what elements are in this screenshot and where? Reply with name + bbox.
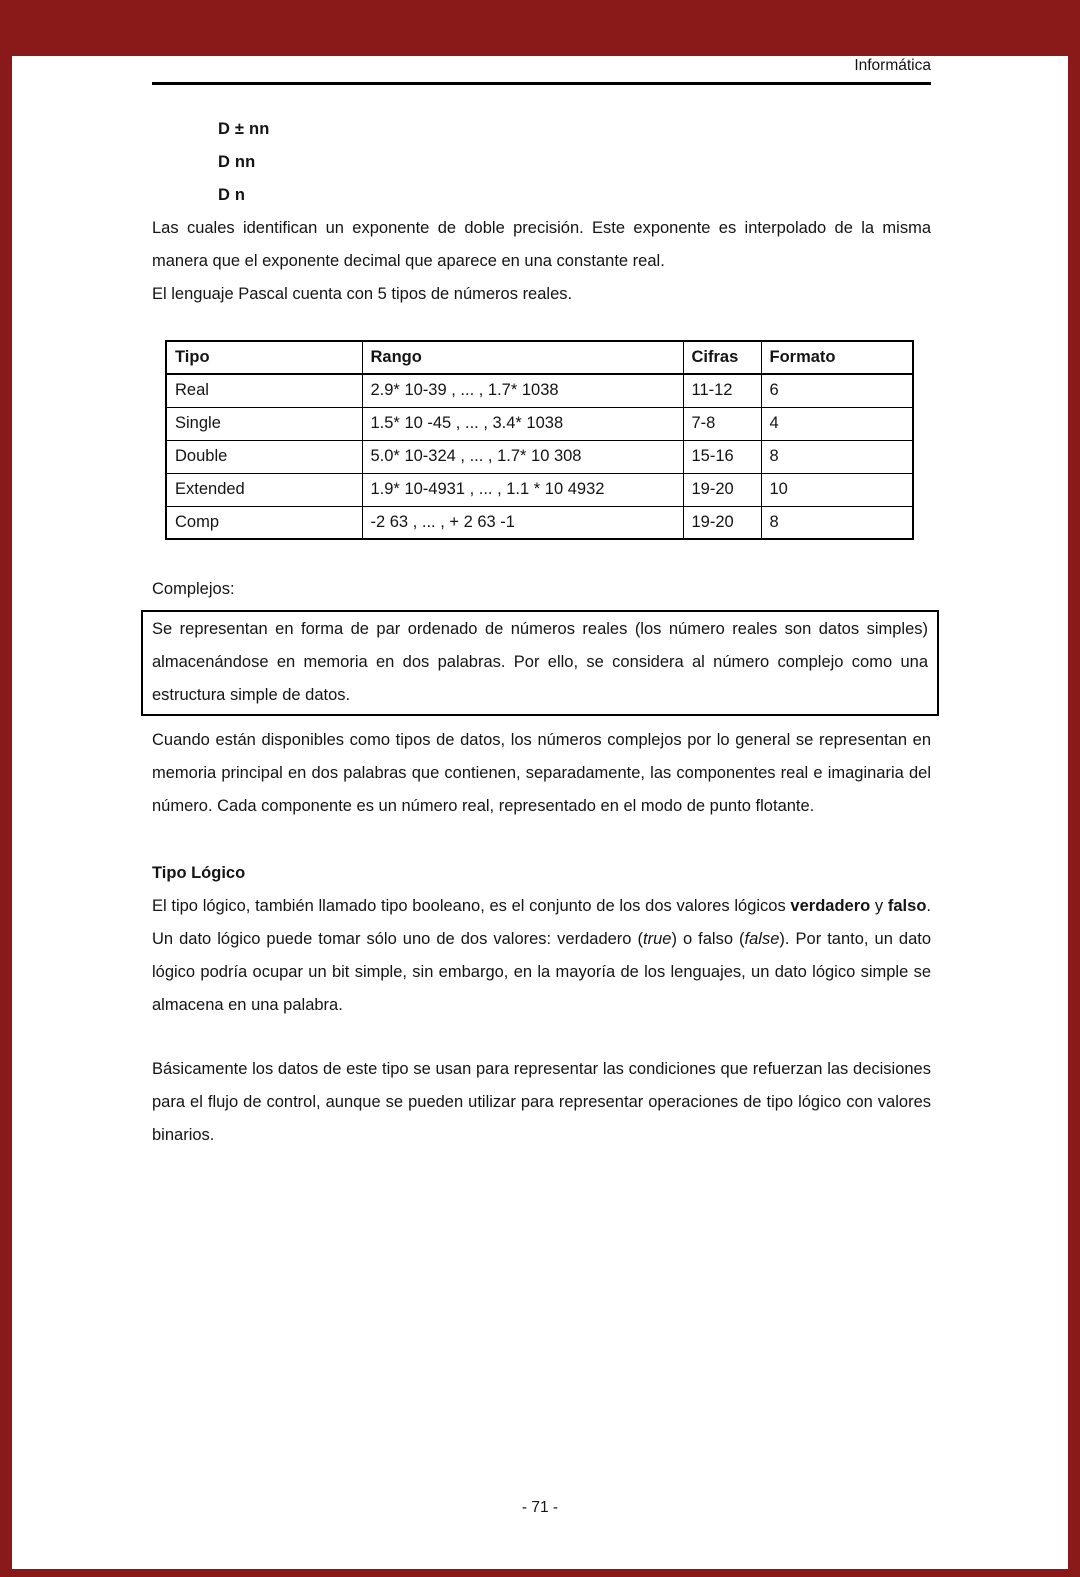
column-header: Rango bbox=[362, 341, 683, 374]
table-row bbox=[166, 407, 913, 440]
table-cell: Extended bbox=[166, 473, 362, 506]
table-cell: 15-16 bbox=[683, 440, 761, 473]
paragraph-tipo-logico-uses: Básicamente los datos de este tipo se usan para representar las condiciones que refuerzan las decisiones para el flujo de control, aunque se pueden utilizar para representar operaciones de tipo lógico con valores binarios. bbox=[152, 1060, 931, 1144]
text-run: true bbox=[643, 930, 672, 948]
table-cell: 6 bbox=[761, 374, 913, 407]
text-run: false bbox=[744, 930, 780, 948]
paragraph-complejos-boxed: Se representan en forma de par ordenado de números reales (los número reales son datos simples) almacenándose en memoria en dos palabras. Por ello, se considera al número complejo como una estructura simple de datos. bbox=[152, 620, 928, 704]
section-heading-tipo-logico: Tipo Lógico bbox=[152, 864, 246, 882]
text-run: verdadero bbox=[790, 897, 871, 915]
table-cell: 4 bbox=[761, 407, 913, 440]
table-cell: 1.9* 10-4931 , ... , 1.1 * 10 4932 bbox=[362, 473, 683, 506]
text-run: El tipo lógico, también llamado tipo booleano, es el conjunto de los dos valores lógicos bbox=[152, 897, 791, 915]
table-row bbox=[166, 506, 913, 539]
header-rule bbox=[152, 82, 931, 85]
complejos-label: Complejos: bbox=[152, 580, 235, 598]
page-number: - 71 - bbox=[521, 1499, 559, 1516]
table-header-row bbox=[166, 341, 913, 374]
paragraph-pascal-types: El lenguaje Pascal cuenta con 5 tipos de números reales. bbox=[152, 285, 573, 303]
exponent-notation-line: D nn bbox=[218, 153, 256, 171]
table-cell: 8 bbox=[761, 440, 913, 473]
table-cell: Comp bbox=[166, 506, 362, 539]
table-row bbox=[166, 473, 913, 506]
table-cell: 5.0* 10-324 , ... , 1.7* 10 308 bbox=[362, 440, 683, 473]
text-run: y bbox=[870, 897, 888, 915]
real-types-table bbox=[165, 340, 914, 540]
exponent-notation-line: D ± nn bbox=[218, 120, 270, 138]
table-cell: 10 bbox=[761, 473, 913, 506]
table-cell: 1.5* 10 -45 , ... , 3.4* 1038 bbox=[362, 407, 683, 440]
text-run: falso bbox=[887, 897, 927, 915]
table-row bbox=[166, 440, 913, 473]
document-page bbox=[12, 56, 1068, 1569]
paragraph-exponent-explanation: Las cuales identifican un exponente de doble precisión. Este exponente es interpolado de la misma manera que el exponente decimal que aparece en una constante real. bbox=[152, 219, 931, 270]
text-run: . Un dato lógico puede tomar sólo uno de dos valores: verdadero ( bbox=[152, 897, 931, 948]
column-header: Cifras bbox=[683, 341, 761, 374]
table-cell: 11-12 bbox=[683, 374, 761, 407]
table-cell: 19-20 bbox=[683, 473, 761, 506]
table-cell: 19-20 bbox=[683, 506, 761, 539]
text-run: ) o falso ( bbox=[671, 930, 745, 948]
table-cell: Single bbox=[166, 407, 362, 440]
exponent-notation-line: D n bbox=[218, 186, 246, 204]
table-cell: Double bbox=[166, 440, 362, 473]
table-cell: Real bbox=[166, 374, 362, 407]
running-header: Informática bbox=[854, 57, 931, 74]
exponent-notation-list bbox=[152, 113, 931, 212]
column-header: Tipo bbox=[166, 341, 362, 374]
table-row bbox=[166, 374, 913, 407]
table-cell: 8 bbox=[761, 506, 913, 539]
table-cell: -2 63 , ... , + 2 63 -1 bbox=[362, 506, 683, 539]
text-run: ). Por tanto, un dato lógico podría ocupar un bit simple, sin embargo, en la mayoría de los lenguajes, un dato lógico simple se almacena en una palabra. bbox=[152, 930, 932, 1014]
paragraph-tipo-logico bbox=[152, 890, 931, 1022]
paragraph-complejos-detail: Cuando están disponibles como tipos de datos, los números complejos por lo general se representan en memoria principal en dos palabras que contienen, separadamente, las componentes real e imaginaria del número. Cada componente es un número real, representado en el modo de punto flotante. bbox=[152, 731, 931, 815]
complejos-box bbox=[141, 610, 939, 716]
table-cell: 7-8 bbox=[683, 407, 761, 440]
column-header: Formato bbox=[761, 341, 913, 374]
table-cell: 2.9* 10-39 , ... , 1.7* 1038 bbox=[362, 374, 683, 407]
